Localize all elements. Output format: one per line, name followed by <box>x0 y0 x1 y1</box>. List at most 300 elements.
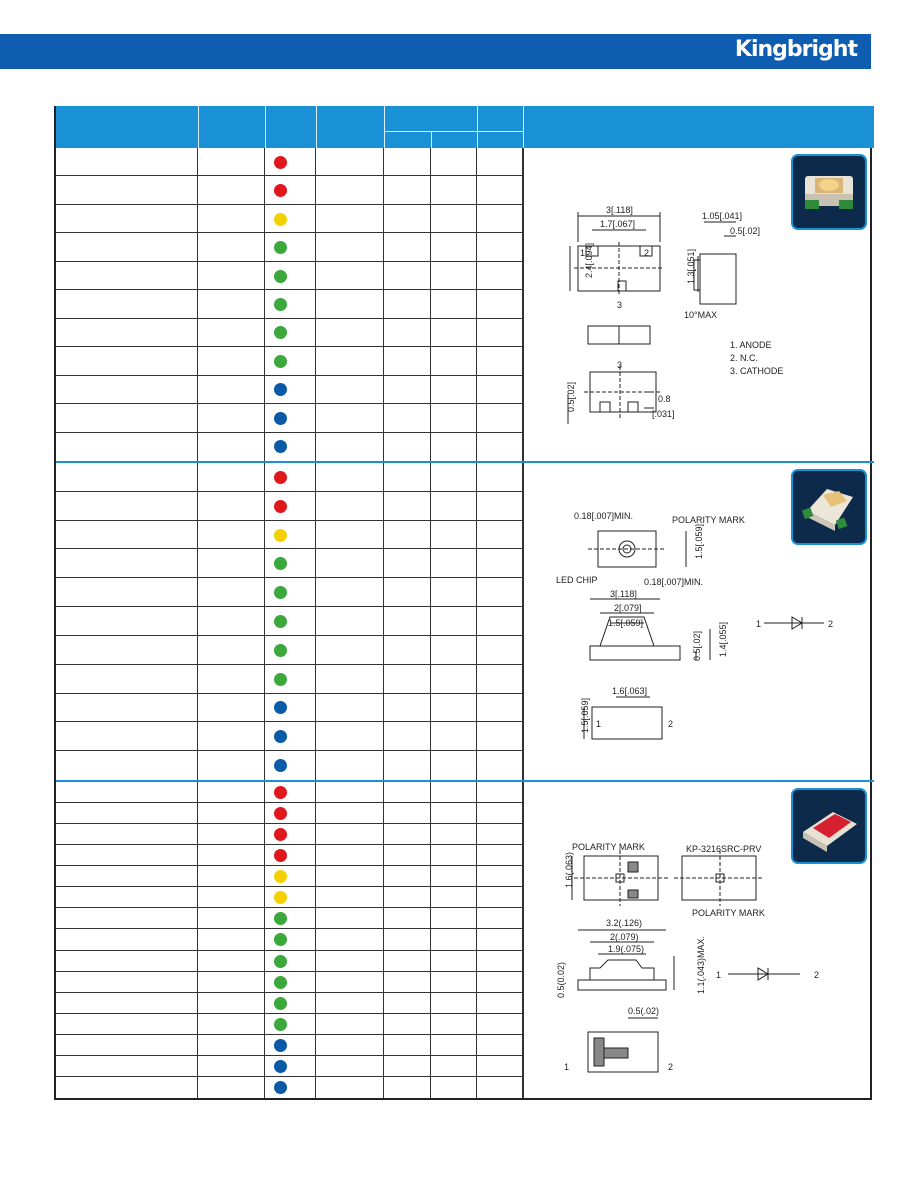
table-cell <box>264 722 265 750</box>
table-cell <box>264 866 265 886</box>
table-cell <box>197 1035 198 1055</box>
table-cell <box>430 929 431 949</box>
dim-label: 0.18[.007]MIN. <box>574 511 634 521</box>
led-color-dot <box>274 500 287 513</box>
table-cell <box>315 665 316 693</box>
table-cell <box>476 722 477 750</box>
table-cell <box>197 951 198 971</box>
product-table <box>54 106 872 1100</box>
table-cell <box>315 319 316 346</box>
dim-label: 3[.118] <box>610 589 637 599</box>
table-cell <box>315 1035 316 1055</box>
dim-label: 0.5[.02] <box>692 630 702 661</box>
table-row <box>56 578 523 607</box>
table-cell <box>522 803 523 823</box>
table-cell <box>430 993 431 1013</box>
table-cell <box>197 782 198 802</box>
table-cell <box>430 521 431 549</box>
table-cell <box>383 578 384 606</box>
table-row <box>56 404 523 432</box>
table-cell <box>476 319 477 346</box>
table-cell <box>197 148 198 175</box>
led-color-dot <box>274 1018 287 1031</box>
table-cell <box>264 347 265 374</box>
table-cell <box>264 290 265 317</box>
table-cell <box>264 262 265 289</box>
table-cell <box>383 319 384 346</box>
table-cell <box>264 319 265 346</box>
pin-label: 1 <box>564 1062 570 1072</box>
table-row <box>56 951 523 972</box>
table-row <box>56 347 523 375</box>
led-color-dot <box>274 440 287 453</box>
table-cell <box>476 433 477 461</box>
table-cell <box>383 404 384 431</box>
table-cell <box>522 908 523 928</box>
table-cell <box>476 404 477 431</box>
table-row <box>56 492 523 521</box>
table-cell <box>522 866 523 886</box>
table-cell <box>430 578 431 606</box>
table-cell <box>476 521 477 549</box>
table-cell <box>476 866 477 886</box>
table-row <box>56 845 523 866</box>
table-cell <box>522 492 523 520</box>
table-cell <box>264 929 265 949</box>
table-cell <box>430 1014 431 1034</box>
table-cell <box>383 665 384 693</box>
table-cell <box>522 347 523 374</box>
table-cell <box>383 205 384 232</box>
table-cell <box>197 636 198 664</box>
pin-label: 3 <box>617 360 623 370</box>
table-cell <box>476 607 477 635</box>
table-cell <box>264 694 265 722</box>
table-row <box>56 607 523 636</box>
table-cell <box>383 176 384 203</box>
table-cell <box>197 845 198 865</box>
table-cell <box>264 148 265 175</box>
table-cell <box>476 972 477 992</box>
table-cell <box>522 1077 523 1098</box>
table-cell <box>430 845 431 865</box>
pin-label: 2 <box>668 719 674 729</box>
table-cell <box>315 262 316 289</box>
table-row <box>56 993 523 1014</box>
table-cell <box>315 845 316 865</box>
table-cell <box>522 1056 523 1076</box>
table-cell <box>522 521 523 549</box>
table-cell <box>383 376 384 403</box>
table-cell <box>315 824 316 844</box>
table-cell <box>315 972 316 992</box>
table-cell <box>430 376 431 403</box>
table-cell <box>383 290 384 317</box>
pin-label: 2 <box>814 970 820 980</box>
table-cell <box>476 176 477 203</box>
led-color-dot <box>274 615 287 628</box>
table-cell <box>315 521 316 549</box>
table-cell <box>430 262 431 289</box>
dim-label: 0.5(.02) <box>628 1006 660 1016</box>
table-cell <box>383 636 384 664</box>
table-row <box>56 319 523 347</box>
dim-label: 1.05[.041] <box>702 211 743 221</box>
led-color-dot <box>274 1060 287 1073</box>
table-cell <box>476 694 477 722</box>
table-row <box>56 549 523 578</box>
table-row <box>56 376 523 404</box>
table-cell <box>430 665 431 693</box>
led-color-dot <box>274 1081 287 1094</box>
table-cell <box>430 176 431 203</box>
led-color-dot <box>274 213 287 226</box>
table-cell <box>476 824 477 844</box>
table-cell <box>430 463 431 491</box>
table-cell <box>197 607 198 635</box>
table-cell <box>522 665 523 693</box>
table-cell <box>315 347 316 374</box>
table-cell <box>315 929 316 949</box>
led-color-dot <box>274 955 287 968</box>
table-cell <box>383 347 384 374</box>
table-row <box>56 433 523 461</box>
table-cell <box>522 404 523 431</box>
table-cell <box>197 205 198 232</box>
dim-label: 1.7[.067] <box>600 219 636 229</box>
table-cell <box>197 722 198 750</box>
table-cell <box>197 376 198 403</box>
table-row <box>56 824 523 845</box>
pin-label: 3 <box>617 300 623 310</box>
table-cell <box>383 845 384 865</box>
dim-label: 0.18[.007]MIN. <box>644 577 704 587</box>
table-cell <box>315 463 316 491</box>
table-cell <box>264 433 265 461</box>
table-row <box>56 636 523 665</box>
table-cell <box>383 463 384 491</box>
table-cell <box>197 1056 198 1076</box>
table-cell <box>197 751 198 780</box>
table-cell <box>197 262 198 289</box>
table-cell <box>430 1077 431 1098</box>
pin-label: 1 <box>580 248 586 258</box>
table-row <box>56 887 523 908</box>
table-cell <box>476 463 477 491</box>
table-cell <box>430 803 431 823</box>
dim-label: 0.5[.02] <box>566 381 576 412</box>
table-cell <box>315 694 316 722</box>
table-cell <box>315 233 316 260</box>
table-cell <box>430 1035 431 1055</box>
table-cell <box>522 433 523 461</box>
table-cell <box>264 1014 265 1034</box>
dim-label: 1.4[.055] <box>718 621 728 657</box>
table-cell <box>315 782 316 802</box>
table-cell <box>315 803 316 823</box>
table-cell <box>383 549 384 577</box>
dim-label: 2(.079) <box>610 932 639 942</box>
led-color-dot <box>274 644 287 657</box>
table-cell <box>264 1077 265 1098</box>
table-cell <box>264 463 265 491</box>
table-cell <box>264 636 265 664</box>
table-cell <box>522 845 523 865</box>
table-cell <box>264 845 265 865</box>
table-cell <box>264 887 265 907</box>
table-cell <box>264 751 265 780</box>
led-color-dot <box>274 471 287 484</box>
table-cell <box>430 722 431 750</box>
table-cell <box>522 887 523 907</box>
table-cell <box>430 972 431 992</box>
dim-label: 10°MAX <box>684 310 718 320</box>
table-row <box>56 803 523 824</box>
table-row <box>56 665 523 694</box>
table-cell <box>522 1014 523 1034</box>
table-cell <box>522 319 523 346</box>
led-color-dot <box>274 870 287 883</box>
table-cell <box>476 1077 477 1098</box>
table-cell <box>430 549 431 577</box>
table-cell <box>522 205 523 232</box>
table-row <box>56 1056 523 1077</box>
table-cell <box>197 319 198 346</box>
table-cell <box>476 376 477 403</box>
table-cell <box>264 824 265 844</box>
table-cell <box>430 1056 431 1076</box>
table-cell <box>522 972 523 992</box>
table-cell <box>430 866 431 886</box>
led-color-dot <box>274 270 287 283</box>
led-color-dot <box>274 807 287 820</box>
table-cell <box>476 205 477 232</box>
table-cell <box>476 803 477 823</box>
table-cell <box>197 929 198 949</box>
table-cell <box>476 665 477 693</box>
pin-label: 2 <box>644 248 650 258</box>
table-cell <box>430 492 431 520</box>
table-cell <box>522 549 523 577</box>
table-cell <box>522 376 523 403</box>
table-cell <box>197 521 198 549</box>
table-cell <box>264 607 265 635</box>
dimension-drawing-1 <box>524 196 854 456</box>
table-cell <box>522 607 523 635</box>
table-cell <box>383 782 384 802</box>
led-color-dot <box>274 976 287 989</box>
table-cell <box>264 521 265 549</box>
table-cell <box>383 951 384 971</box>
table-cell <box>430 205 431 232</box>
dim-label: KP-3216SRC-PRV <box>686 844 762 854</box>
table-cell <box>197 404 198 431</box>
led-color-dot <box>274 241 287 254</box>
led-color-dot <box>274 156 287 169</box>
table-cell <box>476 929 477 949</box>
pin-label: 1 <box>716 970 722 980</box>
dim-label: 2.4[.094] <box>584 242 594 278</box>
table-cell <box>522 233 523 260</box>
table-cell <box>315 205 316 232</box>
table-cell <box>476 887 477 907</box>
table-cell <box>522 262 523 289</box>
table-cell <box>264 1035 265 1055</box>
dim-label: 1.5[.059] <box>694 523 704 559</box>
led-color-dot <box>274 701 287 714</box>
table-cell <box>476 908 477 928</box>
table-cell <box>197 993 198 1013</box>
table-cell <box>315 1014 316 1034</box>
table-cell <box>522 290 523 317</box>
table-cell <box>315 549 316 577</box>
table-cell <box>315 1056 316 1076</box>
table-cell <box>197 694 198 722</box>
table-cell <box>476 347 477 374</box>
led-color-dot <box>274 557 287 570</box>
table-cell <box>522 636 523 664</box>
table-cell <box>430 347 431 374</box>
dim-label: 3[.118] <box>606 205 633 215</box>
legend-item: 2. N.C. <box>730 353 759 363</box>
table-cell <box>315 993 316 1013</box>
table-row <box>56 521 523 550</box>
dim-label: 1.6(.063) <box>564 851 574 888</box>
table-row <box>56 290 523 318</box>
legend-item: 1. ANODE <box>730 340 772 350</box>
table-cell <box>430 319 431 346</box>
table-cell <box>264 176 265 203</box>
table-cell <box>522 929 523 949</box>
led-color-dot <box>274 759 287 772</box>
table-cell <box>383 866 384 886</box>
led-color-dot <box>274 997 287 1010</box>
table-row <box>56 722 523 751</box>
dim-label: 3.2(.126) <box>606 918 643 928</box>
table-cell <box>383 722 384 750</box>
table-cell <box>476 1056 477 1076</box>
dim-label: 1.3[.051] <box>686 248 696 284</box>
table-cell <box>522 694 523 722</box>
table-cell <box>383 233 384 260</box>
table-row <box>56 262 523 290</box>
table-cell <box>264 993 265 1013</box>
table-row <box>56 908 523 929</box>
table-cell <box>383 433 384 461</box>
led-color-dot <box>274 912 287 925</box>
dim-label: LED CHIP <box>556 575 598 585</box>
led-color-dot <box>274 298 287 311</box>
dimension-drawing-2 <box>524 501 854 776</box>
table-cell <box>315 722 316 750</box>
table-cell <box>522 176 523 203</box>
table-cell <box>315 751 316 780</box>
table-cell <box>383 824 384 844</box>
table-cell <box>197 290 198 317</box>
table-cell <box>264 578 265 606</box>
table-cell <box>197 578 198 606</box>
table-cell <box>383 1077 384 1098</box>
table-cell <box>522 751 523 780</box>
dim-label: 1.9(.075) <box>608 944 645 954</box>
table-cell <box>476 636 477 664</box>
pin-label: 2 <box>828 619 834 629</box>
dim-label: 1.5[.059] <box>608 618 644 628</box>
led-color-dot <box>274 326 287 339</box>
table-cell <box>430 751 431 780</box>
table-cell <box>430 233 431 260</box>
header-bar <box>0 34 871 69</box>
table-cell <box>264 205 265 232</box>
led-color-dot <box>274 383 287 396</box>
table-cell <box>476 1035 477 1055</box>
table-cell <box>315 578 316 606</box>
table-cell <box>383 751 384 780</box>
table-cell <box>315 492 316 520</box>
pin-label: 1 <box>596 719 602 729</box>
table-row <box>56 751 523 780</box>
table-cell <box>476 262 477 289</box>
pin-label: 2 <box>668 1062 674 1072</box>
table-cell <box>197 347 198 374</box>
legend-item: 3. CATHODE <box>730 366 784 376</box>
table-cell <box>197 1077 198 1098</box>
table-cell <box>315 887 316 907</box>
brand-logo: Kingbright <box>734 37 857 62</box>
table-cell <box>264 549 265 577</box>
table-cell <box>476 290 477 317</box>
table-cell <box>315 636 316 664</box>
led-color-dot <box>274 673 287 686</box>
led-color-dot <box>274 586 287 599</box>
table-cell <box>430 636 431 664</box>
table-row <box>56 176 523 204</box>
table-cell <box>430 908 431 928</box>
table-cell <box>476 951 477 971</box>
dim-label: 1.6[.063] <box>612 686 648 696</box>
pin-label: 1 <box>756 619 762 629</box>
table-cell <box>383 694 384 722</box>
table-cell <box>476 751 477 780</box>
table-cell <box>383 148 384 175</box>
dim-label: 0.5[.02] <box>730 226 761 236</box>
table-cell <box>264 233 265 260</box>
table-cell <box>197 665 198 693</box>
table-cell <box>264 782 265 802</box>
table-cell <box>315 176 316 203</box>
table-cell <box>315 290 316 317</box>
table-cell <box>430 404 431 431</box>
dim-label: 0.8 <box>658 394 671 404</box>
led-color-dot <box>274 412 287 425</box>
table-cell <box>383 521 384 549</box>
table-cell <box>522 1035 523 1055</box>
led-color-dot <box>274 529 287 542</box>
table-cell <box>197 887 198 907</box>
table-cell <box>430 607 431 635</box>
table-cell <box>264 972 265 992</box>
table-row <box>56 148 523 176</box>
table-cell <box>383 993 384 1013</box>
table-cell <box>383 972 384 992</box>
led-color-dot <box>274 184 287 197</box>
table-header <box>56 106 874 148</box>
led-color-dot <box>274 828 287 841</box>
table-cell <box>383 262 384 289</box>
table-cell <box>383 908 384 928</box>
table-cell <box>197 176 198 203</box>
table-cell <box>264 951 265 971</box>
